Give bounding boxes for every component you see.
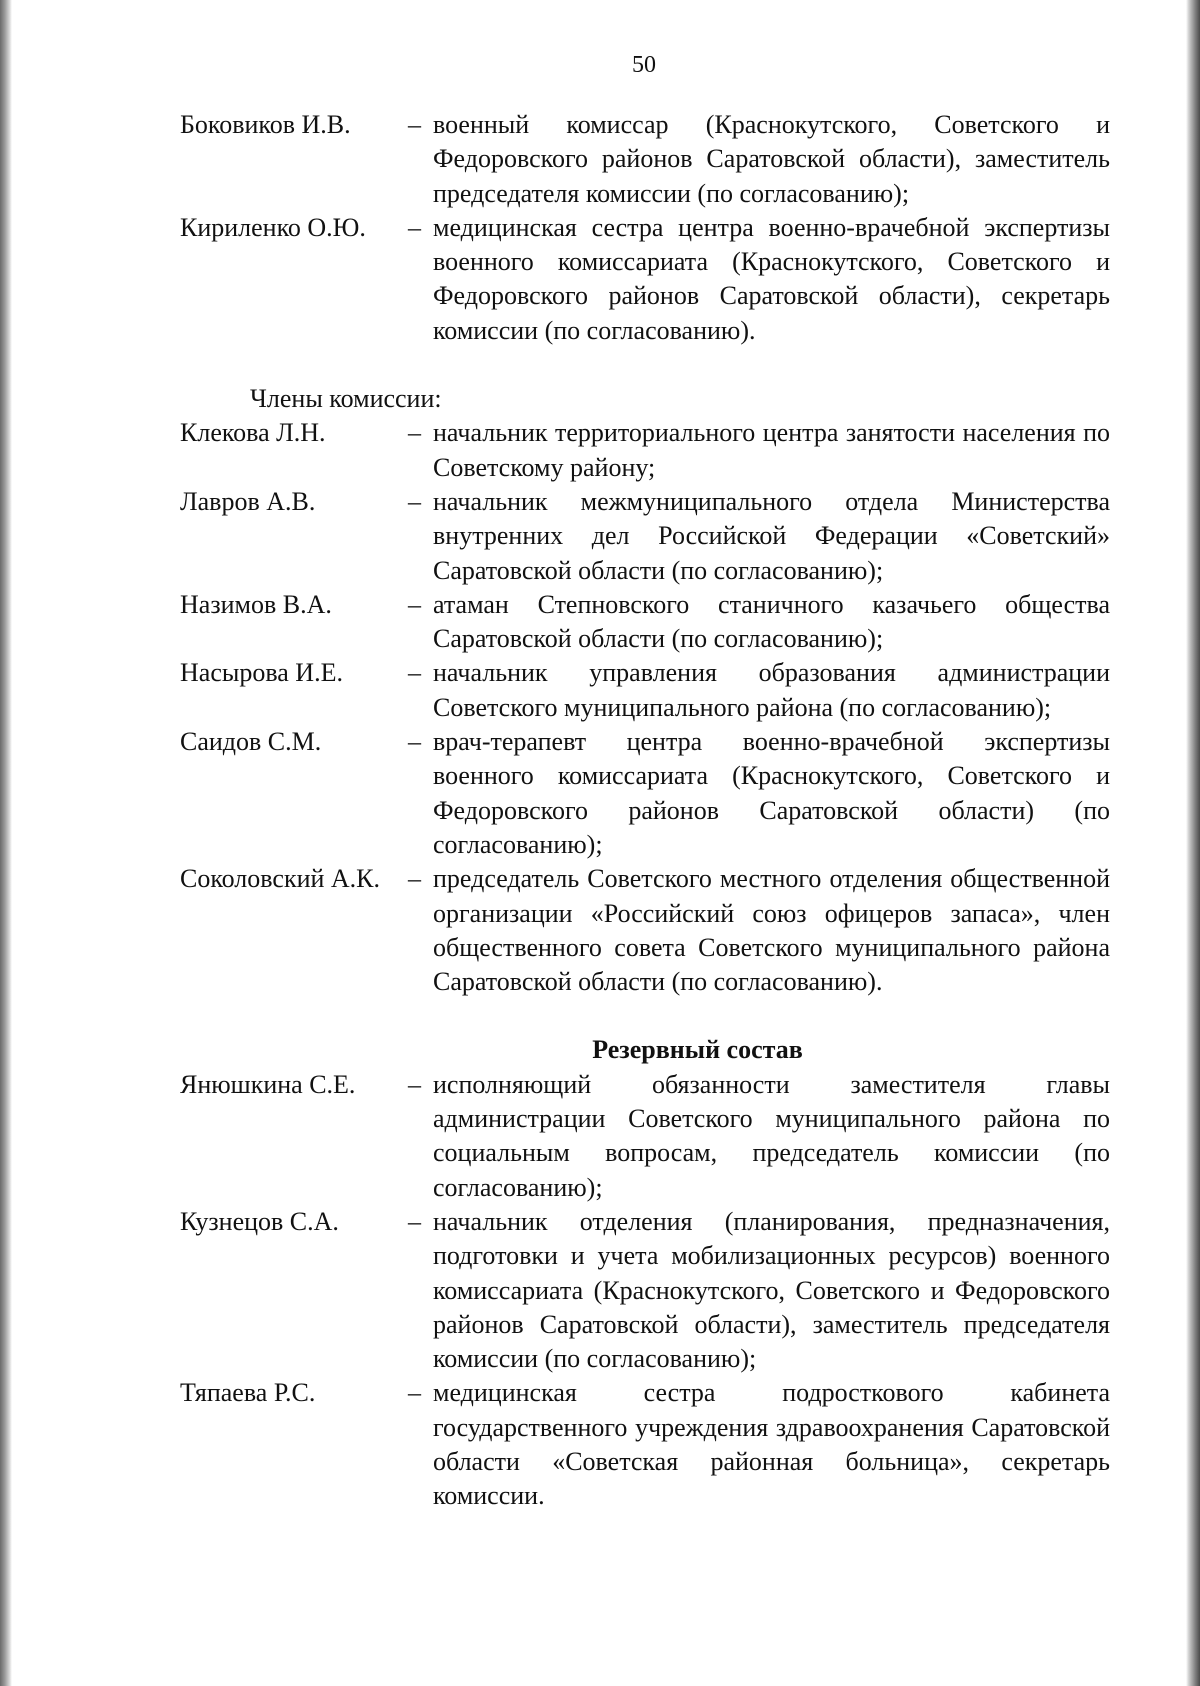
person-name: Кириленко О.Ю. bbox=[180, 212, 366, 242]
person-position: начальник территориального центра занятости населения по Советскому району; bbox=[433, 418, 1110, 482]
members-heading: Члены комиссии: bbox=[250, 384, 442, 414]
dash: – bbox=[408, 727, 421, 757]
dash: – bbox=[408, 589, 421, 619]
dash: – bbox=[408, 418, 421, 448]
dash: – bbox=[408, 658, 421, 688]
person-name: Тяпаева Р.С. bbox=[180, 1378, 316, 1408]
person-name: Кузнецов С.А. bbox=[180, 1206, 339, 1236]
person-name: Назимов В.А. bbox=[180, 589, 332, 619]
person-position: врач-терапевт центра военно-врачебной экспертизы военного комиссариата (Краснокутского, Советского и Федоровского районов Саратовской области) (по согласованию); bbox=[433, 727, 1110, 859]
dash: – bbox=[408, 212, 421, 242]
person-name: Янюшкина С.Е. bbox=[180, 1069, 356, 1099]
person-name: Клекова Л.Н. bbox=[180, 418, 326, 448]
list-item bbox=[180, 211, 1110, 348]
person-position: исполняющий обязанности заместителя главы администрации Советского муниципального района по социальным вопросам, председатель комиссии (по согласованию); bbox=[433, 1069, 1110, 1202]
list-item bbox=[180, 1205, 1110, 1376]
dash: – bbox=[408, 486, 421, 516]
person-position: военный комиссар (Краснокутского, Советского и Федоровского районов Саратовской области), заместитель председателя комиссии (по согласованию); bbox=[433, 110, 1110, 208]
list-item bbox=[180, 862, 1110, 999]
scan-left-edge bbox=[0, 0, 12, 1686]
leadership-section bbox=[180, 108, 1110, 348]
list-item bbox=[180, 725, 1110, 862]
person-name: Боковиков И.В. bbox=[180, 110, 351, 139]
person-position: начальник межмуниципального отдела Министерства внутренних дел Российской Федерации «Советский» Саратовской области (по согласованию); bbox=[433, 486, 1110, 585]
person-position: атаман Степновского станичного казачьего общества Саратовской области (по согласованию); bbox=[433, 589, 1110, 654]
dash: – bbox=[408, 864, 421, 894]
page-number: 50 bbox=[632, 52, 656, 78]
person-position: начальник отделения (планирования, предназначения, подготовки и учета мобилизационных ресурсов) военного комиссариата (Краснокутского, Советского и Федоровского районов Саратовской области), заместитель председателя комиссии (по согласованию); bbox=[433, 1206, 1110, 1374]
person-position: медицинская сестра центра военно-врачебной экспертизы военного комиссариата (Краснокутского, Советского и Федоровского районов Саратовской области), секретарь комиссии (по согласованию). bbox=[433, 212, 1110, 345]
members-section bbox=[180, 416, 1110, 999]
person-position: председатель Советского местного отделения общественной организации «Российский союз офицеров запаса», член общественного совета Советского муниципального района Саратовской области (по согласованию). bbox=[433, 864, 1110, 997]
list-item bbox=[180, 1376, 1110, 1513]
reserve-heading: Резервный состав bbox=[592, 1035, 803, 1065]
person-name: Саидов С.М. bbox=[180, 727, 322, 757]
list-item bbox=[180, 108, 1110, 211]
list-item bbox=[180, 1068, 1110, 1205]
person-position: начальник управления образования администрации Советского муниципального района (по согласованию); bbox=[433, 658, 1110, 722]
dash: – bbox=[408, 110, 421, 139]
person-position: медицинская сестра подросткового кабинета государственного учреждения здравоохранения Саратовской области «Советская районная больница», секретарь комиссии. bbox=[433, 1378, 1110, 1511]
list-item bbox=[180, 656, 1110, 725]
reserve-section bbox=[180, 1068, 1110, 1514]
dash: – bbox=[408, 1378, 421, 1408]
person-name: Лавров А.В. bbox=[180, 486, 316, 516]
scan-right-edge bbox=[1186, 0, 1200, 1686]
person-name: Соколовский А.К. bbox=[180, 864, 381, 894]
dash: – bbox=[408, 1206, 421, 1236]
list-item bbox=[180, 485, 1110, 588]
dash: – bbox=[408, 1069, 421, 1099]
list-item bbox=[180, 588, 1110, 657]
list-item bbox=[180, 416, 1110, 485]
document-body bbox=[180, 108, 1110, 1514]
person-name: Насырова И.Е. bbox=[180, 658, 343, 688]
